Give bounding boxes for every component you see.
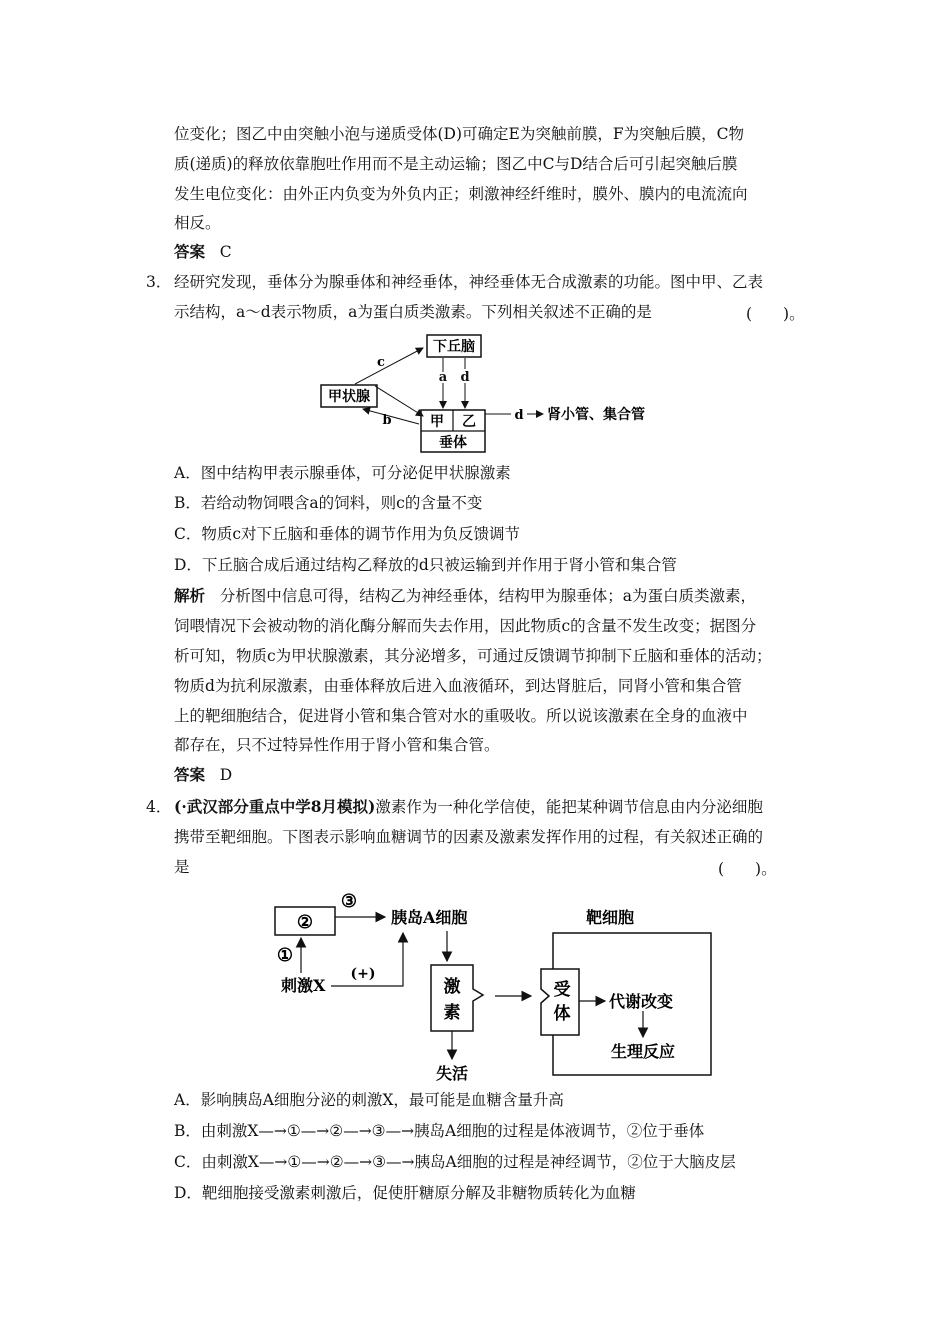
intro-line: 发生电位变化：由外正内负变为外负内正；刺激神经纤维时，膜外、膜内的电流流向 bbox=[174, 185, 748, 203]
answer-value: D bbox=[219, 766, 233, 784]
q3-analysis-line: 都存在，只不过特异性作用于肾小管和集合管。 bbox=[174, 736, 500, 754]
label-circle-1: ① bbox=[276, 945, 294, 966]
label-circle-2: ② bbox=[296, 912, 314, 933]
q3-number: 3． bbox=[146, 273, 172, 291]
q4-source: (·武汉部分重点中学8月模拟) bbox=[174, 797, 376, 816]
q4-stem-text: 激素作为一种化学信使，能把某种调节信息由内分泌细胞 bbox=[375, 798, 763, 816]
receptor-shape bbox=[541, 969, 579, 1035]
q4-number: 4． bbox=[146, 798, 172, 816]
q3-analysis-line: 物质d为抗利尿激素，由垂体释放后进入血液循环，到达肾脏后，同肾小管和集合管 bbox=[174, 677, 742, 695]
intro-line: 质(递质)的释放依靠胞吐作用而不是主动运输；图乙中C与D结合后可引起突触后膜 bbox=[174, 155, 738, 173]
receptor-label-2: 体 bbox=[553, 1004, 571, 1024]
inactivate-label: 失活 bbox=[435, 1064, 469, 1083]
response-label: 生理反应 bbox=[610, 1042, 676, 1061]
arrow-c-pituitary bbox=[375, 386, 423, 416]
label-d: d bbox=[460, 370, 470, 385]
structure-yi: 乙 bbox=[462, 414, 476, 430]
intro-line: 相反。 bbox=[174, 214, 221, 232]
structure-jia: 甲 bbox=[430, 414, 444, 430]
target-cell-label: 靶细胞 bbox=[585, 908, 635, 927]
q3-analysis-line: 析可知，物质c为甲状腺激素，其分泌增多，可通过反馈调节抑制下丘脑和垂体的活动； bbox=[174, 647, 772, 665]
q4-stem-line bbox=[174, 797, 763, 817]
q3-stem-line: 经研究发现，垂体分为腺垂体和神经垂体，神经垂体无合成激素的功能。图中甲、乙表 bbox=[174, 273, 764, 291]
label-circle-3: ③ bbox=[340, 891, 358, 912]
q4-stem-line: 携带至靶细胞。下图表示影响血糖调节的因素及激素发挥作用的过程，有关叙述正确的 bbox=[174, 828, 764, 846]
q4-option-c: C．由刺激X—→①—→②—→③—→胰岛A细胞的过程是神经调节，②位于大脑皮层 bbox=[174, 1153, 736, 1171]
analysis-label: 解析 bbox=[174, 586, 206, 605]
receptor-label-1: 受 bbox=[553, 980, 571, 1000]
target-label: 肾小管、集合管 bbox=[547, 407, 645, 423]
q3-answer-bracket: ( )。 bbox=[746, 305, 805, 323]
hormone-label-2: 素 bbox=[443, 1003, 461, 1023]
thyroid-label: 甲状腺 bbox=[328, 389, 370, 405]
arrow-c-hypothalamus bbox=[355, 348, 423, 384]
metabolism-label: 代谢改变 bbox=[609, 992, 674, 1011]
answer-line bbox=[174, 242, 232, 262]
plus-label: (+) bbox=[350, 966, 376, 982]
stimulus-label: 刺激X bbox=[281, 976, 326, 995]
q3-diagram bbox=[315, 330, 675, 458]
label-c: c bbox=[377, 355, 385, 370]
answer-value: C bbox=[219, 243, 232, 261]
hormone-label-1: 激 bbox=[443, 977, 461, 997]
q3-option-c: C．物质c对下丘脑和垂体的调节作用为负反馈调节 bbox=[174, 525, 521, 543]
q4-diagram bbox=[265, 885, 725, 1085]
q3-stem-line: 示结构，a～d表示物质，a为蛋白质类激素。下列相关叙述不正确的是 bbox=[174, 303, 652, 321]
q3-analysis-line bbox=[174, 586, 756, 606]
label-d-out: d bbox=[514, 408, 524, 423]
q4-option-d: D．靶细胞接受激素刺激后，促使肝糖原分解及非糖物质转化为血糖 bbox=[174, 1184, 636, 1202]
analysis-text: 分析图中信息可得，结构乙为神经垂体，结构甲为腺垂体；a为蛋白质类激素， bbox=[219, 587, 757, 605]
q3-option-b: B．若给动物饲喂含a的饲料，则c的含量不变 bbox=[174, 494, 483, 512]
islet-label: 胰岛A细胞 bbox=[391, 908, 468, 927]
hypothalamus-label: 下丘脑 bbox=[433, 339, 475, 355]
intro-line: 位变化；图乙中由突触小泡与递质受体(D)可确定E为突触前膜，F为突触后膜，C物 bbox=[174, 125, 744, 143]
label-b: b bbox=[382, 413, 392, 428]
pituitary-label: 垂体 bbox=[439, 435, 467, 451]
q3-option-a: A．图中结构甲表示腺垂体，可分泌促甲状腺激素 bbox=[174, 464, 511, 482]
q3-option-d: D．下丘脑合成后通过结构乙释放的d只被运输到并作用于肾小管和集合管 bbox=[174, 556, 677, 574]
q4-stem-line: 是 bbox=[174, 858, 190, 876]
q4-option-b: B．由刺激X—→①—→②—→③—→胰岛A细胞的过程是体液调节，②位于垂体 bbox=[174, 1122, 705, 1140]
answer-label: 答案 bbox=[174, 242, 206, 261]
answer-line bbox=[174, 765, 232, 785]
q4-option-a: A．影响胰岛A细胞分泌的刺激X，最可能是血糖含量升高 bbox=[174, 1091, 564, 1109]
q3-analysis-line: 上的靶细胞结合，促进肾小管和集合管对水的重吸收。所以说该激素在全身的血液中 bbox=[174, 707, 748, 725]
label-a: a bbox=[438, 370, 448, 385]
answer-label: 答案 bbox=[174, 765, 206, 784]
q4-answer-bracket: ( )。 bbox=[718, 860, 777, 878]
q3-analysis-line: 饲喂情况下会被动物的消化酶分解而失去作用，因此物质c的含量不发生改变；据图分 bbox=[174, 617, 757, 635]
